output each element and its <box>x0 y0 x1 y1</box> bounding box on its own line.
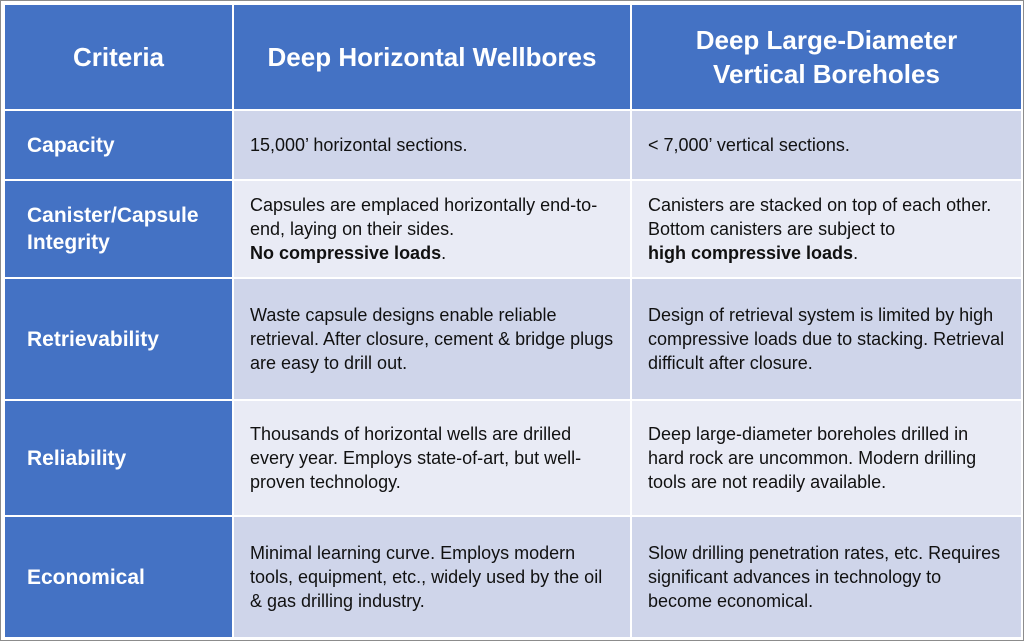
vertical-cell <box>631 180 1022 278</box>
cell-text: 15,000’ horizontal sections. <box>250 135 468 155</box>
criteria-cell: Reliability <box>4 400 233 516</box>
cell-tail-text: . <box>441 243 447 263</box>
horizontal-cell <box>233 180 631 278</box>
cell-bold-text: high compressive loads <box>648 243 854 263</box>
horizontal-cell <box>233 278 631 400</box>
cell-text: Slow drilling penetration rates, etc. Requires significant advances in technology to become economical. <box>648 543 1001 611</box>
cell-text: Capsules are emplaced horizontally end-to-end, laying on their sides. <box>250 195 598 239</box>
table-row <box>4 180 1022 278</box>
cell-text: Design of retrieval system is limited by high compressive loads due to stacking. Retrieval difficult after closure. <box>648 305 1005 373</box>
vertical-cell <box>631 110 1022 180</box>
horizontal-cell <box>233 516 631 638</box>
header-vertical-boreholes: Deep Large-Diameter Vertical Boreholes <box>631 4 1022 110</box>
table-row <box>4 516 1022 638</box>
cell-text: Minimal learning curve. Employs modern tools, equipment, etc., widely used by the oil & gas drilling industry. <box>250 543 603 611</box>
cell-text: Thousands of horizontal wells are drilled every year. Employs state-of-art, but well-proven technology. <box>250 424 582 492</box>
cell-bold-text: No compressive loads <box>250 243 442 263</box>
header-criteria: Criteria <box>4 4 233 110</box>
criteria-cell: Capacity <box>4 110 233 180</box>
vertical-cell <box>631 516 1022 638</box>
criteria-cell: Canister/Capsule Integrity <box>4 180 233 278</box>
horizontal-cell <box>233 110 631 180</box>
table-row <box>4 278 1022 400</box>
criteria-cell: Economical <box>4 516 233 638</box>
cell-text: < 7,000’ vertical sections. <box>648 135 850 155</box>
header-horizontal-wellbores: Deep Horizontal Wellbores <box>233 4 631 110</box>
criteria-cell: Retrievability <box>4 278 233 400</box>
header-row <box>4 4 1022 110</box>
cell-text: Waste capsule designs enable reliable retrieval. After closure, cement & bridge plugs are easy to drill out. <box>250 305 614 373</box>
horizontal-cell <box>233 400 631 516</box>
cell-text: Deep large-diameter boreholes drilled in hard rock are uncommon. Modern drilling tools are not readily available. <box>648 424 977 492</box>
cell-text: Canisters are stacked on top of each other. Bottom canisters are subject to <box>648 195 992 239</box>
vertical-cell <box>631 400 1022 516</box>
table-row <box>4 400 1022 516</box>
comparison-table <box>3 3 1023 639</box>
table-row <box>4 110 1022 180</box>
cell-tail-text: . <box>853 243 859 263</box>
vertical-cell <box>631 278 1022 400</box>
